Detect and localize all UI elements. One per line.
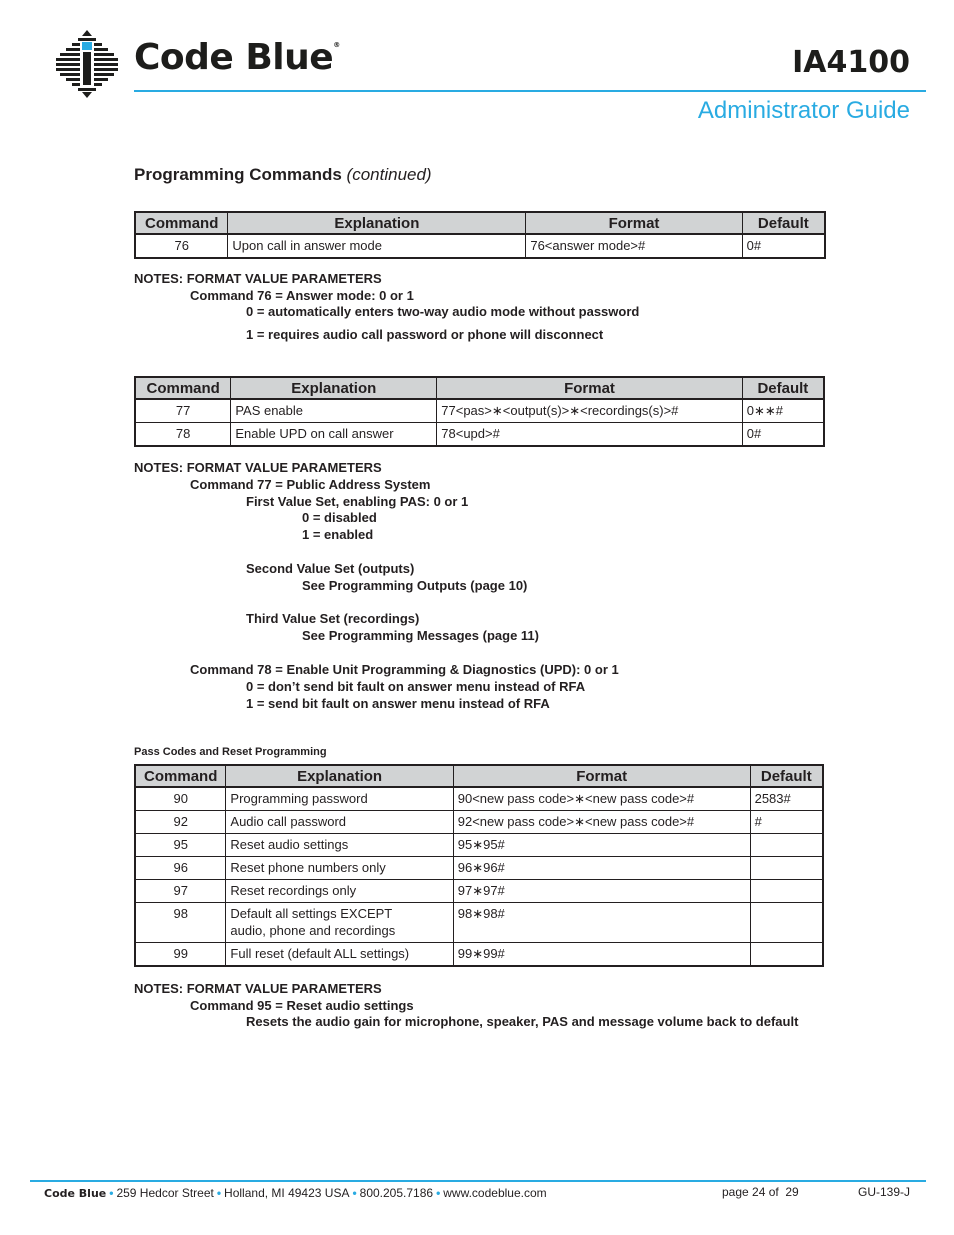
explanation-cell: Full reset (default ALL settings) [226,943,453,967]
table-row [135,903,823,943]
command-cell: 99 [135,943,226,967]
format-cell: 97∗97# [453,880,750,903]
table-row [135,943,823,967]
command-cell: 92 [135,811,226,834]
notes-heading: NOTES: FORMAT VALUE PARAMETERS [134,460,382,475]
note-line: Command 95 = Reset audio settings [190,998,414,1013]
table-row [135,880,823,903]
column-header: Format [526,212,742,234]
note-line: Second Value Set (outputs) [246,561,415,576]
format-cell: 98∗98# [453,903,750,943]
explanation-cell: Upon call in answer mode [228,234,526,258]
bullet-icon: • [352,1186,357,1200]
default-cell: 2583# [750,787,823,811]
format-cell: 76<answer mode># [526,234,742,258]
default-cell [750,903,823,943]
table-row [135,857,823,880]
command-cell: 98 [135,903,226,943]
footer-website: www.codeblue.com [443,1186,547,1200]
note-line: 1 = requires audio call password or phone will disconnect [246,327,604,342]
default-cell: 0# [742,423,824,447]
explanation-cell: Reset audio settings [226,834,453,857]
footer-brand: Code Blue [44,1187,107,1200]
pass-codes-table [134,764,824,967]
table-header-row [135,212,825,234]
column-header: Explanation [228,212,526,234]
default-cell: 0# [742,234,825,258]
column-header: Default [742,212,825,234]
command-cell: 77 [135,399,231,423]
table-row [135,811,823,834]
default-cell: 0∗∗# [742,399,824,423]
column-header: Format [437,377,742,399]
note-line: 0 = automatically enters two-way audio mode without password [246,304,640,319]
table-row [135,399,824,423]
default-cell [750,880,823,903]
note-line: See Programming Messages (page 11) [302,628,539,643]
default-cell [750,943,823,967]
bullet-icon: • [216,1186,222,1200]
explanation-cell: PAS enable [231,399,437,423]
note-line: Command 77 = Public Address System [190,477,431,492]
note-line: Command 76 = Answer mode: 0 or 1 [190,288,414,303]
column-header: Explanation [231,377,437,399]
note-line: Third Value Set (recordings) [246,611,420,626]
command-table-77-78 [134,376,825,447]
format-cell: 92<new pass code>∗<new pass code># [453,811,750,834]
explanation-cell: Enable UPD on call answer [231,423,437,447]
subsection-title: Pass Codes and Reset Programming [134,746,327,758]
command-cell: 90 [135,787,226,811]
explanation-cell: Reset phone numbers only [226,857,453,880]
format-cell: 96∗96# [453,857,750,880]
document-id: GU-139-J [857,1185,910,1199]
format-cell: 90<new pass code>∗<new pass code># [453,787,750,811]
default-cell [750,834,823,857]
note-line: First Value Set, enabling PAS: 0 or 1 [246,494,469,509]
format-cell: 99∗99# [453,943,750,967]
page-number: page 24 of 29 [722,1185,799,1199]
table-row [135,234,825,258]
note-line: 1 = send bit fault on answer menu instead of RFA [246,696,550,711]
table-row [135,423,824,447]
table-header-row [135,377,824,399]
command-cell: 95 [135,834,226,857]
header-rule [134,90,926,92]
column-header: Explanation [226,765,453,787]
model-title: IA4100 [792,45,910,80]
note-line: 1 = enabled [302,527,374,542]
format-cell: 77<pas>∗<output(s)>∗<recordings(s)># [437,399,742,423]
notes-heading: NOTES: FORMAT VALUE PARAMETERS [134,981,382,996]
explanation-cell: Default all settings EXCEPT audio, phone and recordings [226,903,453,943]
command-cell: 78 [135,423,231,447]
table-header-row [135,765,823,787]
column-header: Command [135,765,226,787]
brand-wordmark [134,37,340,78]
section-title-suffix: (continued) [346,165,432,184]
brand-name: Code Blue [134,37,334,78]
note-line: Command 78 = Enable Unit Programming & Diagnostics (UPD): 0 or 1 [190,662,619,677]
notes-heading: NOTES: FORMAT VALUE PARAMETERS [134,271,382,286]
column-header: Format [453,765,750,787]
default-cell: # [750,811,823,834]
explanation-cell: Programming password [226,787,453,811]
command-cell: 96 [135,857,226,880]
format-cell: 78<upd># [437,423,742,447]
explanation-cell: Reset recordings only [226,880,453,903]
bullet-icon: • [436,1186,441,1200]
table-row [135,787,823,811]
note-line: 0 = don’t send bit fault on answer menu instead of RFA [246,679,586,694]
command-cell: 97 [135,880,226,903]
note-line: 0 = disabled [302,510,377,525]
explanation-cell: Audio call password [226,811,453,834]
footer-address: 259 Hedcor Street [116,1186,214,1200]
code-blue-logo-icon [56,30,118,98]
format-cell: 95∗95# [453,834,750,857]
column-header: Command [135,377,231,399]
column-header: Default [750,765,823,787]
note-line: Resets the audio gain for microphone, speaker, PAS and message volume back to default [246,1014,799,1029]
column-header: Default [742,377,824,399]
bullet-icon: • [109,1186,114,1200]
column-header: Command [135,212,228,234]
table-row [135,834,823,857]
command-cell: 76 [135,234,228,258]
registered-mark: ® [333,41,340,49]
footer-city: Holland, MI 49423 USA [224,1186,350,1200]
note-line: See Programming Outputs (page 10) [302,578,528,593]
section-title-text: Programming Commands [134,165,342,184]
footer-contact [44,1186,547,1200]
guide-title: Administrator Guide [697,97,910,124]
footer-rule [30,1180,926,1182]
default-cell [750,857,823,880]
section-title [134,165,432,185]
footer-phone: 800.205.7186 [359,1186,434,1200]
command-table-76 [134,211,826,259]
